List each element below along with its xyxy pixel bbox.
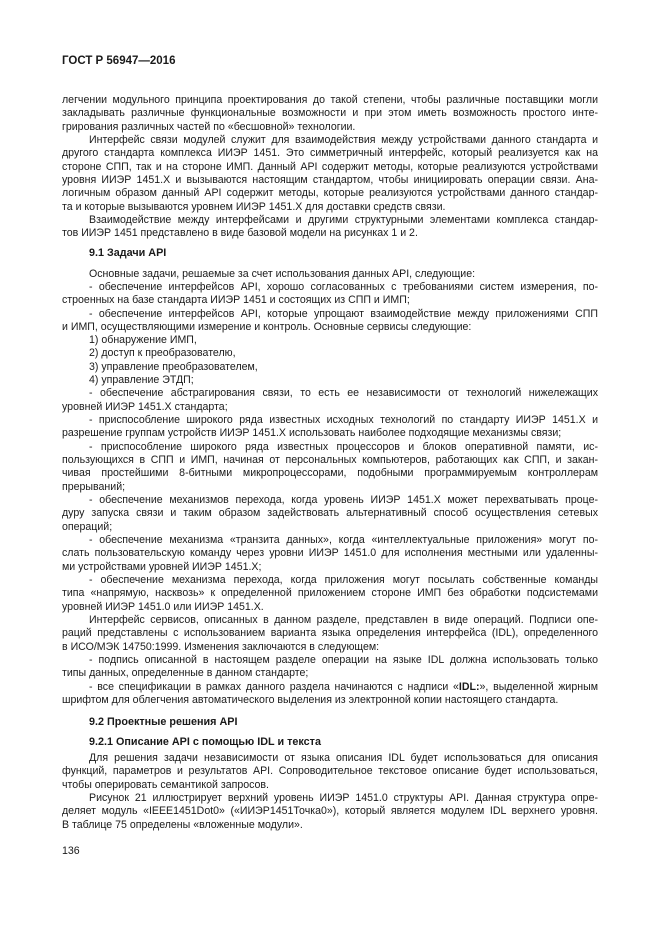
text-line: чтобы оперировать семантикой запросов. bbox=[62, 779, 270, 791]
section-heading: 9.1 Задачи API bbox=[89, 247, 167, 259]
text-line: разрешение группам устройств ИИЭР 1451.Х использовать наиболее подходящие механизмы связи; bbox=[62, 427, 562, 439]
text-line: - подпись описанной в настоящем разделе операции на языке IDL должна использовать только bbox=[89, 654, 598, 666]
text-line: тов ИИЭР 1451 представлено в виде базовой модели на рисунках 1 и 2. bbox=[62, 227, 418, 239]
text-line: дуру запуска связи и таким образом задействовать альтернативный способ осуществления сетевых bbox=[62, 507, 598, 519]
text-line: закладывать различные функциональные возможности и при этом иметь возможность простого инте- bbox=[62, 107, 598, 119]
idl-spec-line bbox=[89, 681, 598, 694]
text-line: та и которые вызываются уровнем ИИЭР 1451.Х для доставки средств связи. bbox=[62, 201, 446, 213]
text-line: чивая простейшими 8-битными микропроцессорами, подобными программируемым контроллерам bbox=[62, 467, 598, 479]
text-line: 3) управление преобразователем, bbox=[89, 361, 258, 373]
text-line: - обеспечение интерфейсов API, которые упрощают взаимодействие между приложениями СПП bbox=[89, 308, 598, 320]
text-line: Взаимодействие между интерфейсами и другими структурными элементами комплекса стандар- bbox=[89, 214, 598, 226]
text-line: в ИСО/МЭК 14750:1999. Изменения заключаются в следующем: bbox=[62, 641, 380, 653]
text-line: - обеспечение абстрагирования связи, то есть ее независимости от технологий нижележащих bbox=[89, 387, 598, 399]
text-line: стороне СПП, так и на стороне ИМП. Данный API содержит методы, которые реализуются устройствами bbox=[62, 161, 598, 173]
text-line: - обеспечение механизма «транзита данных», когда «интеллектуальные приложения» могут по- bbox=[89, 534, 598, 546]
text-line: - обеспечение механизмов перехода, когда уровень ИИЭР 1451.Х может перехватывать проце- bbox=[89, 494, 598, 506]
text-line: деляет модуль «IEEE1451Dot0» («ИИЭР1451Точка0»), который является модулем IDL верхнего уровня. bbox=[62, 805, 598, 817]
text-line: пользующихся в СПП и ИМП, начиная от персональных компьютеров, работающих как СПП, и закан- bbox=[62, 454, 598, 466]
text-line: шрифтом для облегчения автоматического выделения из электронной копии настоящего стандарта. bbox=[62, 694, 559, 706]
text-line: В таблице 75 определены «вложенные модули». bbox=[62, 819, 303, 831]
text-line: грирования различных частей по «бесшовной» технологии. bbox=[62, 121, 356, 133]
text-line: и ИМП, осуществляющими измерение и контроль. Основные сервисы следующие: bbox=[62, 321, 472, 333]
idl-line-before: - все спецификации в рамках данного раздела начинаются с надписи « bbox=[89, 681, 459, 693]
text-line: 4) управление ЭТДП; bbox=[89, 374, 194, 386]
text-line: 1) обнаружение ИМП, bbox=[89, 334, 197, 346]
text-line: строенных на базе стандарта ИИЭР 1451 и состоящих из СПП и ИМП; bbox=[62, 294, 410, 306]
text-line: функций, параметров и результатов API. Сопроводительное текстовое описание будет использоваться, bbox=[62, 765, 598, 777]
text-line: Интерфейс сервисов, описанных в данном разделе, представлен в виде операций. Подписи опе- bbox=[89, 614, 598, 626]
text-line: типа «напрямую, насквозь» к определенной приложением стороне ИМП без обработки подсистемами bbox=[62, 587, 598, 599]
text-line: - приспособление широкого ряда известных процессоров и блоков оперативной памяти, ис- bbox=[89, 441, 598, 453]
text-line: операций; bbox=[62, 521, 113, 533]
text-line: слать пользовательскую команду через уровни ИИЭР 1451.0 для исполнения местными или удаленны- bbox=[62, 547, 598, 559]
section-heading: 9.2.1 Описание API с помощью IDL и текста bbox=[89, 736, 321, 748]
text-line: уровней ИИЭР 1451.Х стандарта; bbox=[62, 401, 228, 413]
text-line: другого стандарта комплекса ИИЭР 1451. Это симметричный интерфейс, который реализуется как на bbox=[62, 147, 598, 159]
text-line: - обеспечение интерфейсов API, хорошо согласованных с требованиями систем измерения, по- bbox=[89, 281, 598, 293]
text-line: - обеспечение механизма перехода, когда приложения могут посылать собственные команды bbox=[89, 574, 598, 586]
text-line: 2) доступ к преобразователю, bbox=[89, 347, 236, 359]
text-line: Для решения задачи независимости от языка описания IDL будет использоваться для описания bbox=[89, 752, 598, 764]
text-line: Основные задачи, решаемые за счет использования данных API, следующие: bbox=[89, 268, 476, 280]
text-line: уровня ИИЭР 1451.Х и вызываются настоящим стандартом, чтобы инициировать операции связи. Ана- bbox=[62, 174, 598, 186]
section-heading: 9.2 Проектные решения API bbox=[89, 716, 238, 728]
text-line: прерываний; bbox=[62, 481, 126, 493]
text-line: уровней ИИЭР 1451.0 или ИИЭР 1451.Х. bbox=[62, 601, 264, 613]
idl-line-after: », выделенной жирным bbox=[479, 681, 598, 693]
text-line: Интерфейс связи модулей служит для взаимодействия между устройствами данного стандарта и bbox=[89, 134, 598, 146]
document-header: ГОСТ Р 56947—2016 bbox=[62, 55, 176, 67]
text-line: раций представлены с использованием варианта языка определения интерфейса (IDL), определенного bbox=[62, 627, 598, 639]
idl-label: IDL: bbox=[458, 681, 480, 693]
text-line: логичным образом данный API содержит методы, которые реализуются устройствами данного стандар- bbox=[62, 187, 598, 199]
text-line: типы данных, определенные в данном стандарте; bbox=[62, 667, 309, 679]
page-number: 136 bbox=[62, 845, 80, 857]
text-line: ми устройствами уровней ИИЭР 1451.Х; bbox=[62, 561, 262, 573]
text-line: легчении модульного принципа проектирования до такой степени, чтобы различные поставщики могли bbox=[62, 94, 598, 106]
text-line: - приспособление широкого ряда известных исходных технологий по стандарту ИИЭР 1451.Х и bbox=[89, 414, 598, 426]
text-line: Рисунок 21 иллюстрирует верхний уровень ИИЭР 1451.0 структуры API. Данная структура опре- bbox=[89, 792, 598, 804]
